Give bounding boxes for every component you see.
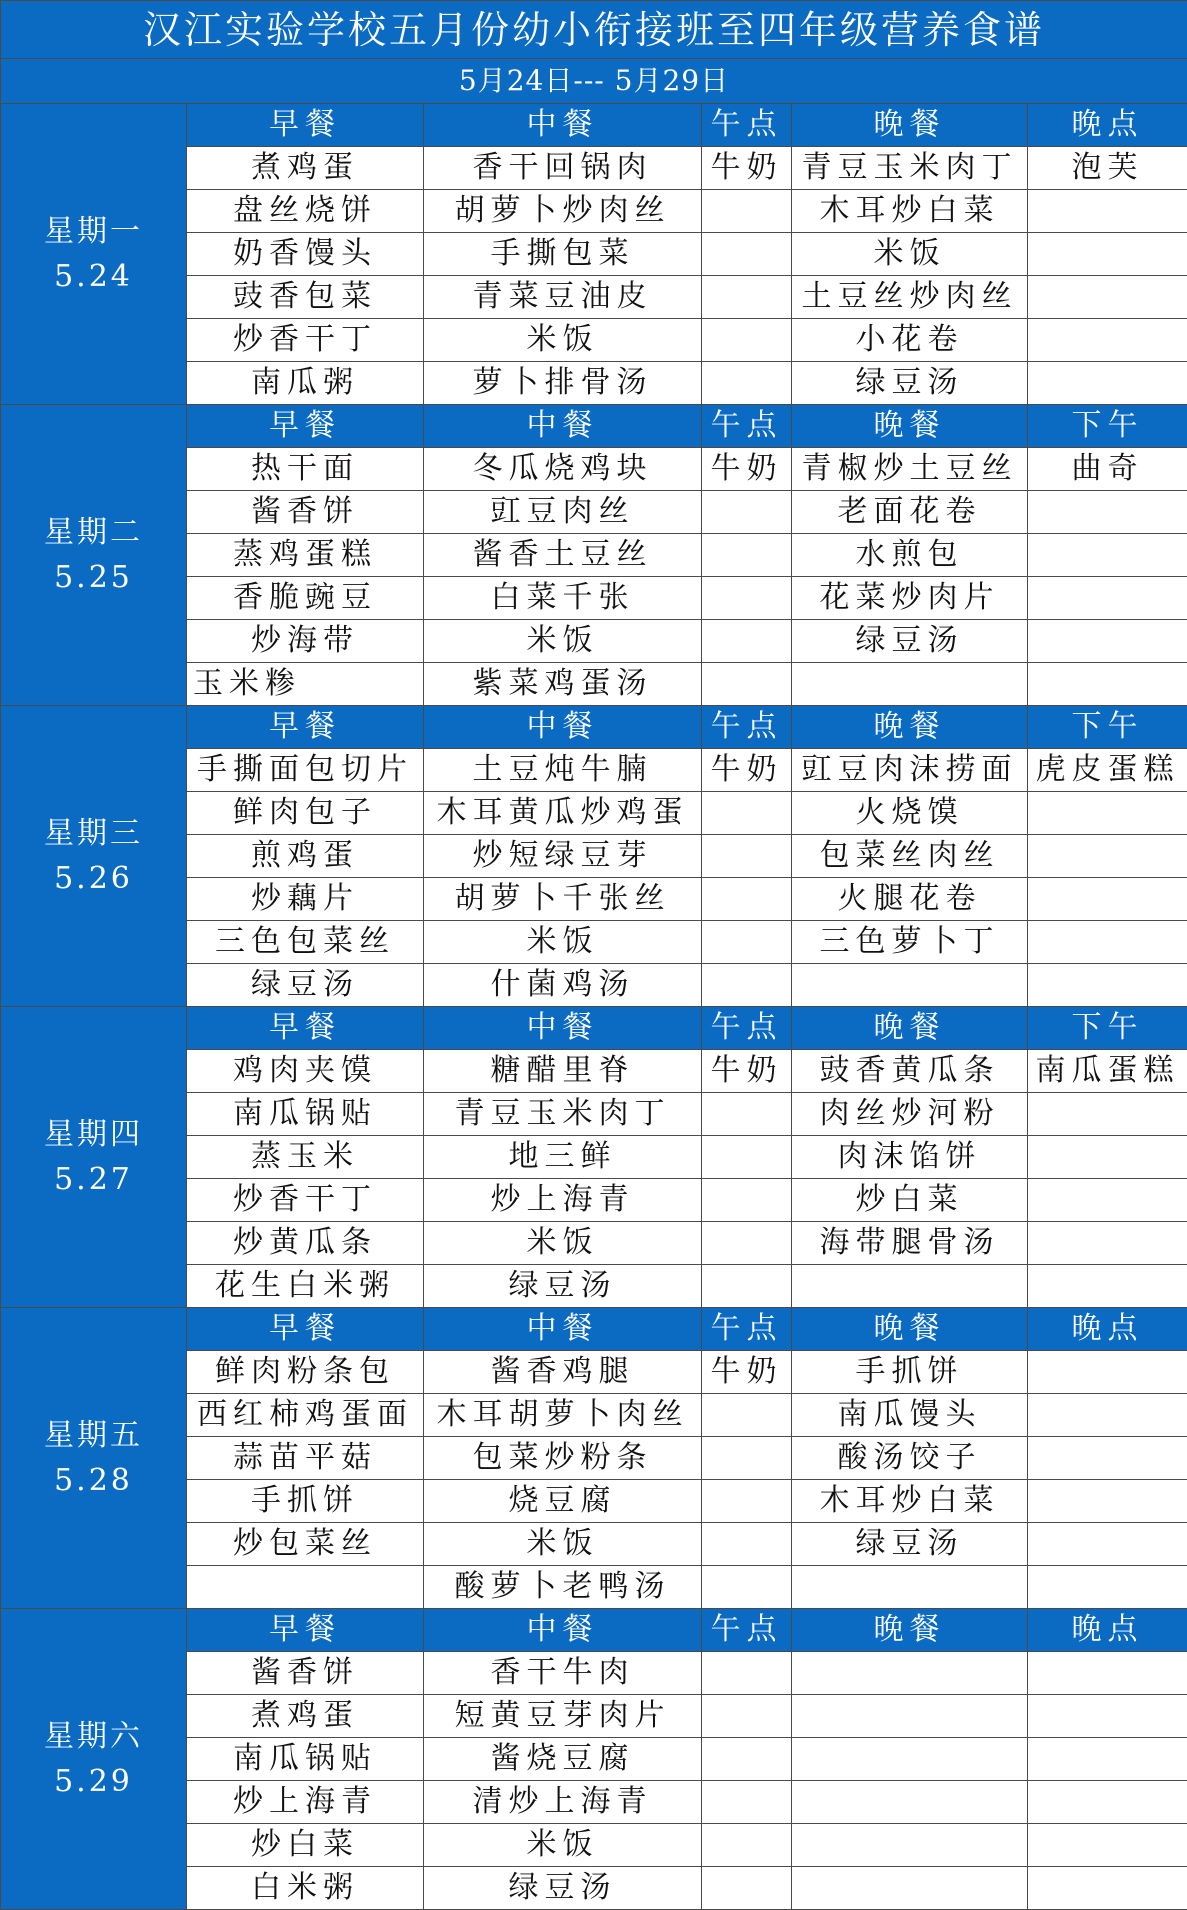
menu-cell-evening-snack	[1028, 663, 1187, 706]
menu-cell-evening-snack	[1028, 792, 1187, 835]
menu-cell-evening-snack	[1028, 1695, 1187, 1738]
menu-cell-dinner: 酸汤饺子	[792, 1437, 1028, 1480]
menu-cell-lunch: 清炒上海青	[424, 1781, 702, 1824]
column-header-dinner: 晚餐	[792, 1308, 1028, 1351]
menu-cell-lunch: 香干牛肉	[424, 1652, 702, 1695]
column-header-noon-snack: 午点	[702, 104, 792, 147]
menu-cell-lunch: 青菜豆油皮	[424, 276, 702, 319]
menu-cell-lunch: 胡萝卜千张丝	[424, 878, 702, 921]
column-header-breakfast: 早餐	[187, 405, 424, 448]
menu-cell-noon-snack: 牛奶	[702, 1050, 792, 1093]
menu-cell-breakfast: 玉米糁	[187, 663, 424, 706]
menu-cell-noon-snack	[702, 1394, 792, 1437]
menu-cell-noon-snack	[702, 1222, 792, 1265]
day-label	[1, 405, 187, 706]
day-date: 5.26	[1, 856, 186, 901]
menu-cell-breakfast: 炒包菜丝	[187, 1523, 424, 1566]
menu-cell-noon-snack	[702, 362, 792, 405]
menu-cell-dinner: 火腿花卷	[792, 878, 1028, 921]
menu-cell-noon-snack	[702, 964, 792, 1007]
menu-cell-lunch: 米饭	[424, 921, 702, 964]
menu-cell-dinner: 绿豆汤	[792, 362, 1028, 405]
menu-cell-dinner	[792, 1566, 1028, 1609]
menu-cell-evening-snack: 南瓜蛋糕	[1028, 1050, 1187, 1093]
day-label	[1, 104, 187, 405]
menu-cell-noon-snack	[702, 1265, 792, 1308]
menu-cell-noon-snack	[702, 1738, 792, 1781]
date-range-row	[1, 59, 1187, 104]
menu-cell-lunch: 萝卜排骨汤	[424, 362, 702, 405]
menu-cell-evening-snack	[1028, 1738, 1187, 1781]
menu-cell-dinner: 米饭	[792, 233, 1028, 276]
menu-cell-dinner: 南瓜馒头	[792, 1394, 1028, 1437]
menu-cell-breakfast: 鲜肉粉条包	[187, 1351, 424, 1394]
day-header-row	[1, 405, 1187, 448]
menu-cell-evening-snack	[1028, 1867, 1187, 1910]
column-header-dinner: 晚餐	[792, 1609, 1028, 1652]
column-header-evening-snack: 下午	[1028, 405, 1187, 448]
menu-cell-breakfast: 热干面	[187, 448, 424, 491]
menu-cell-evening-snack	[1028, 1179, 1187, 1222]
menu-cell-dinner: 肉丝炒河粉	[792, 1093, 1028, 1136]
menu-cell-lunch: 青豆玉米肉丁	[424, 1093, 702, 1136]
menu-cell-breakfast: 鲜肉包子	[187, 792, 424, 835]
menu-cell-dinner: 炒白菜	[792, 1179, 1028, 1222]
menu-cell-dinner: 火烧馍	[792, 792, 1028, 835]
menu-cell-noon-snack	[702, 1437, 792, 1480]
menu-cell-breakfast: 南瓜粥	[187, 362, 424, 405]
menu-cell-breakfast: 炒香干丁	[187, 319, 424, 362]
column-header-lunch: 中餐	[424, 706, 702, 749]
menu-cell-noon-snack	[702, 1824, 792, 1867]
menu-cell-lunch: 烧豆腐	[424, 1480, 702, 1523]
menu-cell-dinner	[792, 1738, 1028, 1781]
day-label	[1, 1007, 187, 1308]
menu-cell-noon-snack	[702, 534, 792, 577]
column-header-noon-snack: 午点	[702, 405, 792, 448]
menu-cell-noon-snack	[702, 233, 792, 276]
day-date: 5.28	[1, 1458, 186, 1503]
menu-cell-dinner: 木耳炒白菜	[792, 190, 1028, 233]
menu-cell-noon-snack	[702, 878, 792, 921]
menu-cell-breakfast: 炒白菜	[187, 1824, 424, 1867]
column-header-lunch: 中餐	[424, 104, 702, 147]
menu-cell-lunch: 米饭	[424, 1222, 702, 1265]
menu-cell-evening-snack: 虎皮蛋糕	[1028, 749, 1187, 792]
menu-cell-lunch: 酱香鸡腿	[424, 1351, 702, 1394]
menu-cell-breakfast: 酱香饼	[187, 491, 424, 534]
menu-cell-evening-snack	[1028, 1523, 1187, 1566]
menu-cell-evening-snack	[1028, 534, 1187, 577]
menu-cell-breakfast: 蒸玉米	[187, 1136, 424, 1179]
column-header-dinner: 晚餐	[792, 104, 1028, 147]
menu-cell-noon-snack	[702, 835, 792, 878]
menu-cell-lunch: 短黄豆芽肉片	[424, 1695, 702, 1738]
menu-cell-evening-snack	[1028, 1136, 1187, 1179]
menu-cell-breakfast: 酱香饼	[187, 1652, 424, 1695]
column-header-evening-snack: 晚点	[1028, 104, 1187, 147]
menu-cell-noon-snack: 牛奶	[702, 1351, 792, 1394]
column-header-breakfast: 早餐	[187, 1308, 424, 1351]
day-date: 5.29	[1, 1759, 186, 1804]
menu-cell-breakfast: 奶香馒头	[187, 233, 424, 276]
menu-cell-dinner: 海带腿骨汤	[792, 1222, 1028, 1265]
menu-cell-breakfast: 豉香包菜	[187, 276, 424, 319]
menu-cell-noon-snack	[702, 1523, 792, 1566]
menu-cell-dinner: 三色萝卜丁	[792, 921, 1028, 964]
column-header-noon-snack: 午点	[702, 706, 792, 749]
menu-cell-dinner	[792, 1867, 1028, 1910]
menu-cell-evening-snack	[1028, 964, 1187, 1007]
menu-cell-dinner: 手抓饼	[792, 1351, 1028, 1394]
menu-cell-lunch: 米饭	[424, 620, 702, 663]
menu-cell-noon-snack	[702, 319, 792, 362]
menu-cell-evening-snack	[1028, 362, 1187, 405]
menu-cell-noon-snack	[702, 491, 792, 534]
menu-cell-dinner: 豇豆肉沫捞面	[792, 749, 1028, 792]
menu-cell-noon-snack	[702, 577, 792, 620]
menu-cell-evening-snack	[1028, 1222, 1187, 1265]
day-date: 5.27	[1, 1157, 186, 1202]
column-header-breakfast: 早餐	[187, 706, 424, 749]
menu-cell-lunch: 土豆炖牛腩	[424, 749, 702, 792]
menu-cell-breakfast: 白米粥	[187, 1867, 424, 1910]
column-header-dinner: 晚餐	[792, 1007, 1028, 1050]
menu-cell-evening-snack	[1028, 1394, 1187, 1437]
menu-cell-breakfast: 盘丝烧饼	[187, 190, 424, 233]
menu-cell-evening-snack	[1028, 878, 1187, 921]
day-date: 5.25	[1, 555, 186, 600]
column-header-dinner: 晚餐	[792, 706, 1028, 749]
column-header-lunch: 中餐	[424, 1308, 702, 1351]
menu-cell-evening-snack	[1028, 1781, 1187, 1824]
menu-cell-noon-snack	[702, 663, 792, 706]
menu-cell-lunch: 地三鲜	[424, 1136, 702, 1179]
column-header-lunch: 中餐	[424, 1609, 702, 1652]
menu-cell-lunch: 什菌鸡汤	[424, 964, 702, 1007]
weekday: 星期一	[1, 209, 186, 254]
menu-cell-breakfast: 手撕面包切片	[187, 749, 424, 792]
menu-cell-dinner: 青豆玉米肉丁	[792, 147, 1028, 190]
menu-cell-lunch: 胡萝卜炒肉丝	[424, 190, 702, 233]
column-header-breakfast: 早餐	[187, 1609, 424, 1652]
menu-cell-noon-snack	[702, 1136, 792, 1179]
menu-cell-lunch: 米饭	[424, 1523, 702, 1566]
menu-cell-lunch: 木耳胡萝卜肉丝	[424, 1394, 702, 1437]
menu-cell-noon-snack	[702, 1652, 792, 1695]
menu-cell-lunch: 米饭	[424, 1824, 702, 1867]
menu-cell-breakfast: 香脆豌豆	[187, 577, 424, 620]
menu-cell-lunch: 包菜炒粉条	[424, 1437, 702, 1480]
menu-cell-evening-snack	[1028, 1351, 1187, 1394]
menu-cell-breakfast: 煮鸡蛋	[187, 147, 424, 190]
column-header-lunch: 中餐	[424, 1007, 702, 1050]
menu-cell-breakfast: 煎鸡蛋	[187, 835, 424, 878]
menu-cell-evening-snack: 泡芙	[1028, 147, 1187, 190]
column-header-evening-snack: 晚点	[1028, 1308, 1187, 1351]
menu-cell-evening-snack	[1028, 1824, 1187, 1867]
menu-cell-breakfast: 西红柿鸡蛋面	[187, 1394, 424, 1437]
menu-cell-noon-snack: 牛奶	[702, 147, 792, 190]
menu-cell-dinner: 小花卷	[792, 319, 1028, 362]
menu-cell-evening-snack	[1028, 233, 1187, 276]
menu-cell-breakfast: 三色包菜丝	[187, 921, 424, 964]
menu-cell-noon-snack	[702, 1093, 792, 1136]
menu-cell-evening-snack	[1028, 1566, 1187, 1609]
menu-cell-breakfast: 炒藕片	[187, 878, 424, 921]
day-label	[1, 1609, 187, 1910]
menu-cell-breakfast: 绿豆汤	[187, 964, 424, 1007]
menu-cell-lunch: 冬瓜烧鸡块	[424, 448, 702, 491]
menu-cell-lunch: 紫菜鸡蛋汤	[424, 663, 702, 706]
menu-cell-dinner: 老面花卷	[792, 491, 1028, 534]
menu-cell-evening-snack	[1028, 190, 1187, 233]
title-row	[1, 1, 1187, 59]
menu-cell-lunch: 酱香土豆丝	[424, 534, 702, 577]
day-header-row	[1, 1007, 1187, 1050]
menu-cell-noon-snack	[702, 1781, 792, 1824]
menu-cell-breakfast: 蒜苗平菇	[187, 1437, 424, 1480]
day-header-row	[1, 1609, 1187, 1652]
menu-cell-noon-snack	[702, 1480, 792, 1523]
menu-cell-noon-snack	[702, 276, 792, 319]
menu-cell-dinner: 豉香黄瓜条	[792, 1050, 1028, 1093]
menu-cell-noon-snack	[702, 1695, 792, 1738]
day-header-row	[1, 1308, 1187, 1351]
menu-cell-lunch: 炒上海青	[424, 1179, 702, 1222]
column-header-noon-snack: 午点	[702, 1308, 792, 1351]
menu-cell-dinner: 木耳炒白菜	[792, 1480, 1028, 1523]
day-header-row	[1, 104, 1187, 147]
weekday: 星期六	[1, 1714, 186, 1759]
menu-cell-evening-snack	[1028, 276, 1187, 319]
menu-cell-evening-snack	[1028, 1652, 1187, 1695]
menu-cell-evening-snack	[1028, 1265, 1187, 1308]
menu-cell-evening-snack: 曲奇	[1028, 448, 1187, 491]
menu-cell-evening-snack	[1028, 1480, 1187, 1523]
menu-cell-dinner: 青椒炒土豆丝	[792, 448, 1028, 491]
menu-cell-dinner	[792, 1781, 1028, 1824]
menu-cell-dinner: 花菜炒肉片	[792, 577, 1028, 620]
menu-cell-breakfast	[187, 1566, 424, 1609]
menu-cell-noon-snack: 牛奶	[702, 448, 792, 491]
column-header-breakfast: 早餐	[187, 104, 424, 147]
column-header-evening-snack: 下午	[1028, 706, 1187, 749]
menu-cell-breakfast: 南瓜锅贴	[187, 1738, 424, 1781]
menu-cell-breakfast: 南瓜锅贴	[187, 1093, 424, 1136]
menu-cell-breakfast: 炒香干丁	[187, 1179, 424, 1222]
menu-cell-dinner: 肉沫馅饼	[792, 1136, 1028, 1179]
menu-cell-lunch: 炒短绿豆芽	[424, 835, 702, 878]
day-date: 5.24	[1, 254, 186, 299]
menu-cell-lunch: 香干回锅肉	[424, 147, 702, 190]
menu-cell-noon-snack: 牛奶	[702, 749, 792, 792]
column-header-noon-snack: 午点	[702, 1609, 792, 1652]
menu-cell-dinner	[792, 663, 1028, 706]
menu-cell-lunch: 绿豆汤	[424, 1867, 702, 1910]
menu-cell-lunch: 绿豆汤	[424, 1265, 702, 1308]
menu-cell-evening-snack	[1028, 577, 1187, 620]
menu-cell-lunch: 糖醋里脊	[424, 1050, 702, 1093]
menu-cell-evening-snack	[1028, 1437, 1187, 1480]
menu-cell-evening-snack	[1028, 319, 1187, 362]
menu-cell-breakfast: 花生白米粥	[187, 1265, 424, 1308]
column-header-evening-snack: 下午	[1028, 1007, 1187, 1050]
column-header-breakfast: 早餐	[187, 1007, 424, 1050]
page-title: 汉江实验学校五月份幼小衔接班至四年级营养食谱	[1, 1, 1187, 59]
weekday: 星期四	[1, 1112, 186, 1157]
menu-cell-dinner: 绿豆汤	[792, 620, 1028, 663]
menu-cell-noon-snack	[702, 921, 792, 964]
date-range: 5月24日--- 5月29日	[1, 59, 1187, 104]
menu-cell-breakfast: 手抓饼	[187, 1480, 424, 1523]
menu-cell-noon-snack	[702, 190, 792, 233]
menu-cell-lunch: 米饭	[424, 319, 702, 362]
menu-cell-breakfast: 炒黄瓜条	[187, 1222, 424, 1265]
menu-cell-dinner	[792, 964, 1028, 1007]
day-label	[1, 1308, 187, 1609]
menu-cell-noon-snack	[702, 1867, 792, 1910]
menu-cell-breakfast: 煮鸡蛋	[187, 1695, 424, 1738]
menu-cell-dinner: 绿豆汤	[792, 1523, 1028, 1566]
menu-cell-breakfast: 蒸鸡蛋糕	[187, 534, 424, 577]
day-label	[1, 706, 187, 1007]
weekday: 星期二	[1, 510, 186, 555]
weekday: 星期三	[1, 811, 186, 856]
weekday: 星期五	[1, 1413, 186, 1458]
menu-cell-dinner: 土豆丝炒肉丝	[792, 276, 1028, 319]
menu-cell-breakfast: 炒海带	[187, 620, 424, 663]
menu-cell-dinner	[792, 1265, 1028, 1308]
column-header-dinner: 晚餐	[792, 405, 1028, 448]
menu-cell-lunch: 手撕包菜	[424, 233, 702, 276]
column-header-evening-snack: 晚点	[1028, 1609, 1187, 1652]
menu-cell-evening-snack	[1028, 1093, 1187, 1136]
menu-cell-evening-snack	[1028, 491, 1187, 534]
menu-cell-noon-snack	[702, 1179, 792, 1222]
menu-cell-lunch: 酱烧豆腐	[424, 1738, 702, 1781]
menu-cell-evening-snack	[1028, 620, 1187, 663]
day-header-row	[1, 706, 1187, 749]
menu-cell-evening-snack	[1028, 921, 1187, 964]
menu-cell-breakfast: 鸡肉夹馍	[187, 1050, 424, 1093]
column-header-noon-snack: 午点	[702, 1007, 792, 1050]
menu-cell-lunch: 木耳黄瓜炒鸡蛋	[424, 792, 702, 835]
menu-cell-noon-snack	[702, 620, 792, 663]
menu-cell-lunch: 白菜千张	[424, 577, 702, 620]
menu-cell-lunch: 豇豆肉丝	[424, 491, 702, 534]
menu-cell-dinner	[792, 1824, 1028, 1867]
menu-cell-lunch: 酸萝卜老鸭汤	[424, 1566, 702, 1609]
menu-cell-breakfast: 炒上海青	[187, 1781, 424, 1824]
menu-cell-evening-snack	[1028, 835, 1187, 878]
menu-cell-noon-snack	[702, 792, 792, 835]
menu-cell-noon-snack	[702, 1566, 792, 1609]
menu-cell-dinner: 水煎包	[792, 534, 1028, 577]
menu-cell-dinner	[792, 1695, 1028, 1738]
column-header-lunch: 中餐	[424, 405, 702, 448]
menu-cell-dinner	[792, 1652, 1028, 1695]
menu-cell-dinner: 包菜丝肉丝	[792, 835, 1028, 878]
